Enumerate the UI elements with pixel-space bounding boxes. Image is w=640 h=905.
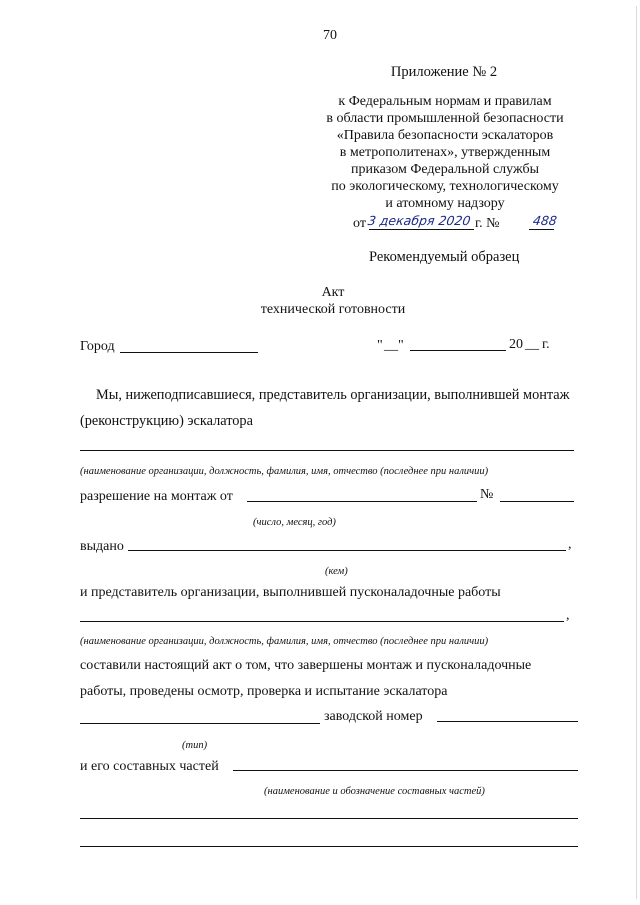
note-type: (тип)	[182, 740, 208, 751]
act-title: Акт	[321, 285, 345, 300]
issued-label: выдано	[80, 539, 124, 554]
handwritten-order-number: 488	[531, 213, 558, 228]
handwritten-date: 3 декабря 2020	[366, 213, 472, 228]
header-line-4: в метрополитенах», утвержденным	[339, 145, 551, 160]
header-line-7: и атомному надзору	[385, 196, 505, 211]
issued-by-field[interactable]	[128, 550, 566, 551]
header-line-5: приказом Федеральной службы	[351, 162, 539, 177]
permit-number-field[interactable]	[500, 501, 574, 502]
date-underline	[369, 229, 474, 230]
page-number: 70	[323, 28, 337, 43]
escalator-type-field[interactable]	[80, 723, 320, 724]
permit-label: разрешение на монтаж от	[80, 489, 233, 504]
note-issued-by: (кем)	[325, 566, 348, 577]
paragraph-3-line-1: составили настоящий акт о том, что завершены монтаж и пусконаладочные	[80, 658, 532, 673]
year-blank[interactable]: __	[525, 337, 539, 352]
date-quote-close: "	[398, 338, 404, 353]
city-field[interactable]	[120, 352, 258, 353]
note-organization-1: (наименование организации, должность, фамилия, имя, отчество (последнее при наличии)	[80, 466, 489, 477]
paragraph-1-line-1: Мы, нижеподписавшиеся, представитель организации, выполнившей монтаж	[96, 387, 570, 403]
year-suffix: г.	[542, 337, 550, 352]
serial-number-field[interactable]	[437, 721, 578, 722]
date-suffix: г. №	[475, 216, 500, 231]
issued-comma: ,	[568, 537, 572, 552]
order-underline	[529, 229, 554, 230]
date-day-blank[interactable]: __	[384, 338, 398, 353]
organization-1-field[interactable]	[80, 450, 574, 451]
act-subtitle: технической готовности	[260, 302, 406, 317]
note-date: (число, месяц, год)	[253, 517, 336, 528]
recommended-sample: Рекомендуемый образец	[369, 249, 520, 265]
paragraph-1-line-2: (реконструкцию) эскалатора	[80, 413, 253, 429]
organization-2-comma: ,	[566, 608, 570, 623]
date-prefix: от	[353, 216, 366, 231]
components-label: и его составных частей	[80, 759, 219, 774]
blank-line-1[interactable]	[80, 818, 578, 819]
paragraph-3-line-2: работы, проведены осмотр, проверка и испытание эскалатора	[80, 684, 448, 699]
note-organization-2: (наименование организации, должность, фамилия, имя, отчество (последнее при наличии)	[80, 636, 489, 647]
date-month-field[interactable]	[410, 350, 506, 351]
header-line-1: к Федеральным нормам и правилам	[338, 94, 552, 109]
note-components: (наименование и обозначение составных частей)	[264, 786, 485, 797]
date-quote-open: "	[377, 338, 383, 353]
blank-line-2[interactable]	[80, 846, 578, 847]
organization-2-field[interactable]	[80, 621, 564, 622]
header-line-3: «Правила безопасности эскалаторов	[336, 128, 554, 143]
serial-number-label: заводской номер	[324, 709, 423, 724]
appendix-title: Приложение № 2	[390, 64, 498, 80]
city-label: Город	[80, 339, 115, 354]
year-prefix: 20	[509, 337, 523, 352]
paragraph-2: и представитель организации, выполнившей пусконаладочные работы	[80, 585, 501, 600]
header-line-6: по экологическому, технологическому	[331, 179, 559, 194]
components-field[interactable]	[233, 770, 578, 771]
permit-date-field[interactable]	[247, 501, 477, 502]
header-line-2: в области промышленной безопасности	[326, 111, 564, 126]
number-sign: №	[480, 487, 494, 502]
